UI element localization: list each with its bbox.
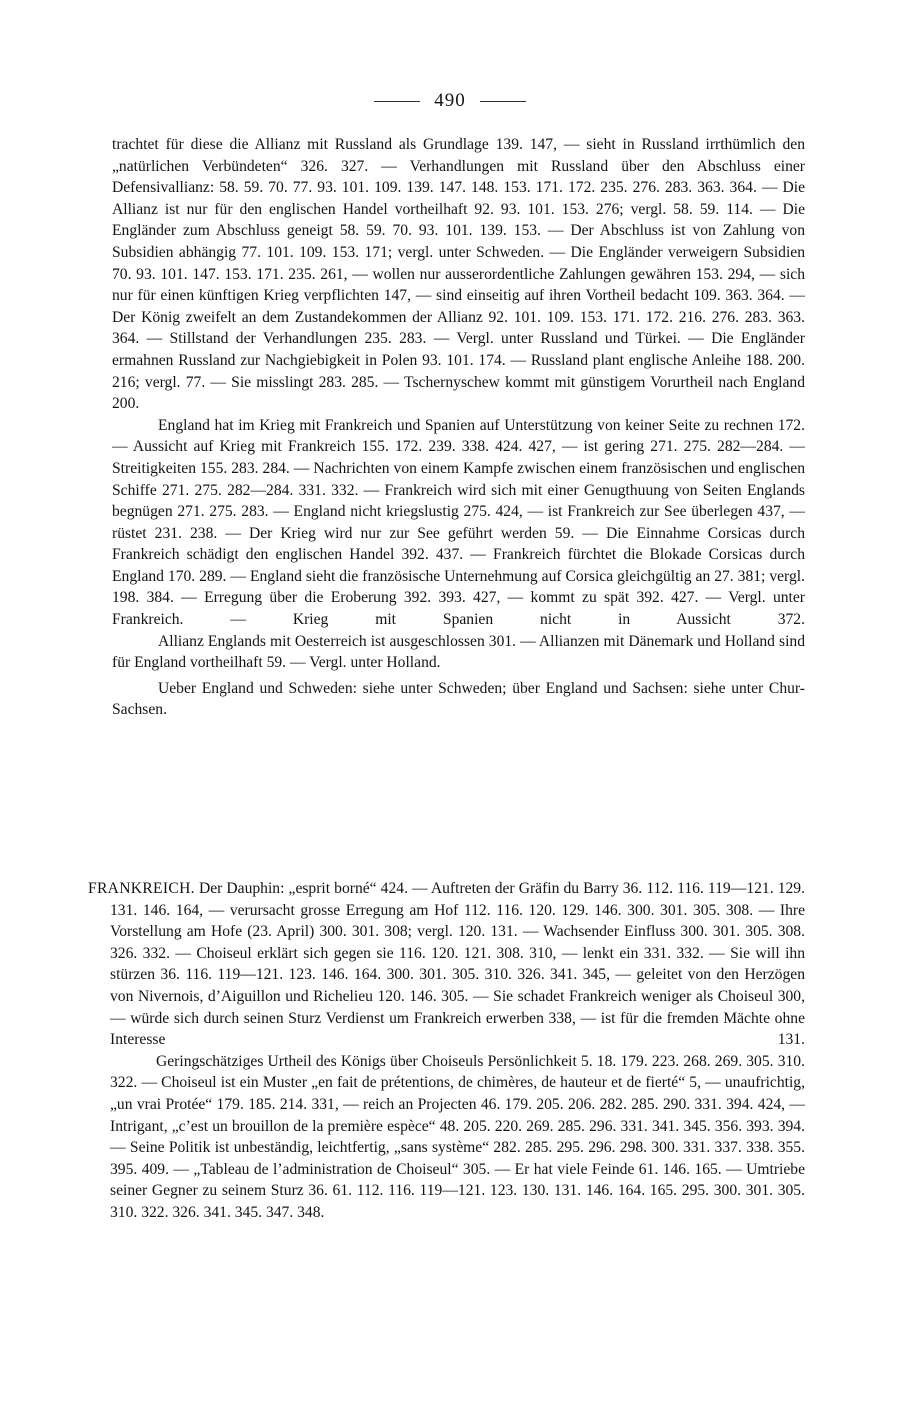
england-paragraph-2: England hat im Krieg mit Frankreich und Spanien auf Unterstützung von keiner Seite zu rechnen 172. — Aussicht auf Krieg mit Frankreich 155. 172. 239. 338. 424. 427, — ist gering 271. 275. 282—284. — Streitigkeiten 155. 283. 284. — Nachrichten von einem Kampfe zwischen einem französischen und englischen Schiffe 271. 275. 282—284. 331. 332. — Frankreich wird sich mit einer Genugthuung von Seiten Englands begnügen 271. 275. 283. — England nicht kriegslustig 275. 424, — ist Frankreich zur See überlegen 437, — rüstet 231. 238. — Der Krieg wird nur zur See geführt werden 59. — Die Einnahme Corsicas durch Frankreich schädigt den englischen Handel 392. 437. — Frankreich fürchtet die Blokade Corsicas durch England 170. 289. — England sieht die französische Unternehmung auf Corsica gleichgültig an 27. 381; vergl. 198. 384. — Erregung über die Eroberung 392. 393. 427, — kommt zu spät 392. 427. — Vergl. unter Frankreich. — Krieg mit Spanien nicht in Aussicht 372. [112,416,805,629]
header-rule-left [374,101,420,102]
page-header [0,90,900,112]
frankreich-paragraph-1-text: Der Dauphin: „esprit borné“ 424. — Auftreten der Gräfin du Barry 36. 112. 116. 119—121. 129. 131. 146. 164, — verursacht grosse Erregung am Hof 112. 116. 120. 129. 146. 300. 301. 305. 308. — Ihre Vorstellung am Hofe (23. April) 300. 301. 308; vergl. 120. 131. — Wachsender Einfluss 300. 301. 305. 308. 326. 332. — Choiseul erklärt sich gegen sie 116. 120. 121. 308. 310, — lenkt ein 331. 332. — Sie will ihn stürzen 36. 116. 119—121. 123. 146. 164. 300. 301. 305. 310. 326. 341. 345, — geleitet von den Herzögen von Nivernois, d’Aiguillon und Richelieu 120. 146. 305. — Sie schadet Frankreich weniger als Choiseul 300, — würde sich durch seinen Sturz Verdienst um Frankreich erwerben 338, — ist für die fremden Mächte ohne Interesse 131. [110,880,805,1049]
england-paragraph-1: trachtet für diese die Allianz mit Russland als Grundlage 139. 147, — sieht in Russland irrthümlich den „natürlichen Verbündeten“ 326. 327. — Verhandlungen mit Russland über den Abschluss einer Defensivallianz: 58. 59. 70. 77. 93. 101. 109. 139. 147. 148. 153. 171. 172. 235. 276. 283. 363. 364. — Die Allianz ist nur für den englischen Handel vortheilhaft 92. 93. 101. 153. 276; vergl. 58. 59. 114. — Die Engländer zum Abschluss geneigt 58. 59. 70. 93. 101. 139. 153. — Der Abschluss ist von Zahlung von Subsidien abhängig 77. 101. 109. 153. 171; vergl. unter Schweden. — Die Engländer verweigern Subsidien 70. 93. 101. 147. 153. 171. 235. 261, — wollen nur ausserordentliche Zahlungen gewähren 153. 294, — sich nur für einen künftigen Krieg verpflichten 147, — sind einseitig auf ihren Vortheil bedacht 109. 363. 364. — Der König zweifelt an dem Zustandekommen der Allianz 92. 101. 109. 153. 171. 172. 216. 276. 283. 363. 364. — Stillstand der Verhandlungen 235. 283. — Vergl. unter Russland und Türkei. — Die Engländer ermahnen Russland zur Nachgiebigkeit in Polen 93. 101. 174. — Russland plant englische Anleihe 188. 200. 216; vergl. 77. — Sie misslingt 283. 285. — Tschernyschew kommt mit günstigem Vorurtheil nach England 200. [112,136,805,413]
frankreich-paragraph-2: Geringschätziges Urtheil des Königs über Choiseuls Persönlichkeit 5. 18. 179. 223. 268. 269. 305. 310. 322. — Choiseul ist ein Muster „en fait de prétentions, de chimères, de hauteur et de fierté“ 5, — unaufrichtig, „un vrai Protée“ 179. 185. 214. 331, — reich an Projecten 46. 179. 205. 206. 282. 285. 290. 331. 394. 424, — Intrigant, „c’est un brouillon de la première espèce“ 48. 205. 220. 269. 285. 296. 331. 341. 345. 356. 393. 394. — Seine Politik ist unbeständig, leichtfertig, „sans système“ 282. 285. 295. 296. 298. 300. 331. 337. 338. 355. 395. 409. — „Tableau de l’administration de Choiseul“ 305. — Er hat viele Feinde 61. 146. 165. — Umtriebe seiner Gegner zu seinem Sturz 36. 61. 112. 116. 119—121. 123. 130. 131. 146. 164. 165. 295. 300. 301. 305. 310. 322. 326. 341. 345. 347. 348. [110,1052,805,1221]
england-paragraph-3: Allianz Englands mit Oesterreich ist ausgeschlossen 301. — Allianzen mit Dänemark und Holland sind für England vortheilhaft 59. — Vergl. unter Holland. [112,632,805,672]
england-section [112,134,805,721]
england-paragraph-4: Ueber England und Schweden: siehe unter Schweden; über England und Sachsen: siehe unter Chur-Sachsen. [112,679,805,719]
page-number: 490 [434,90,466,111]
frankreich-paragraph-1 [88,878,805,1051]
header-rule-right [480,101,526,102]
entry-headword: FRANKREICH. [88,880,195,897]
frankreich-entry [88,878,805,1224]
